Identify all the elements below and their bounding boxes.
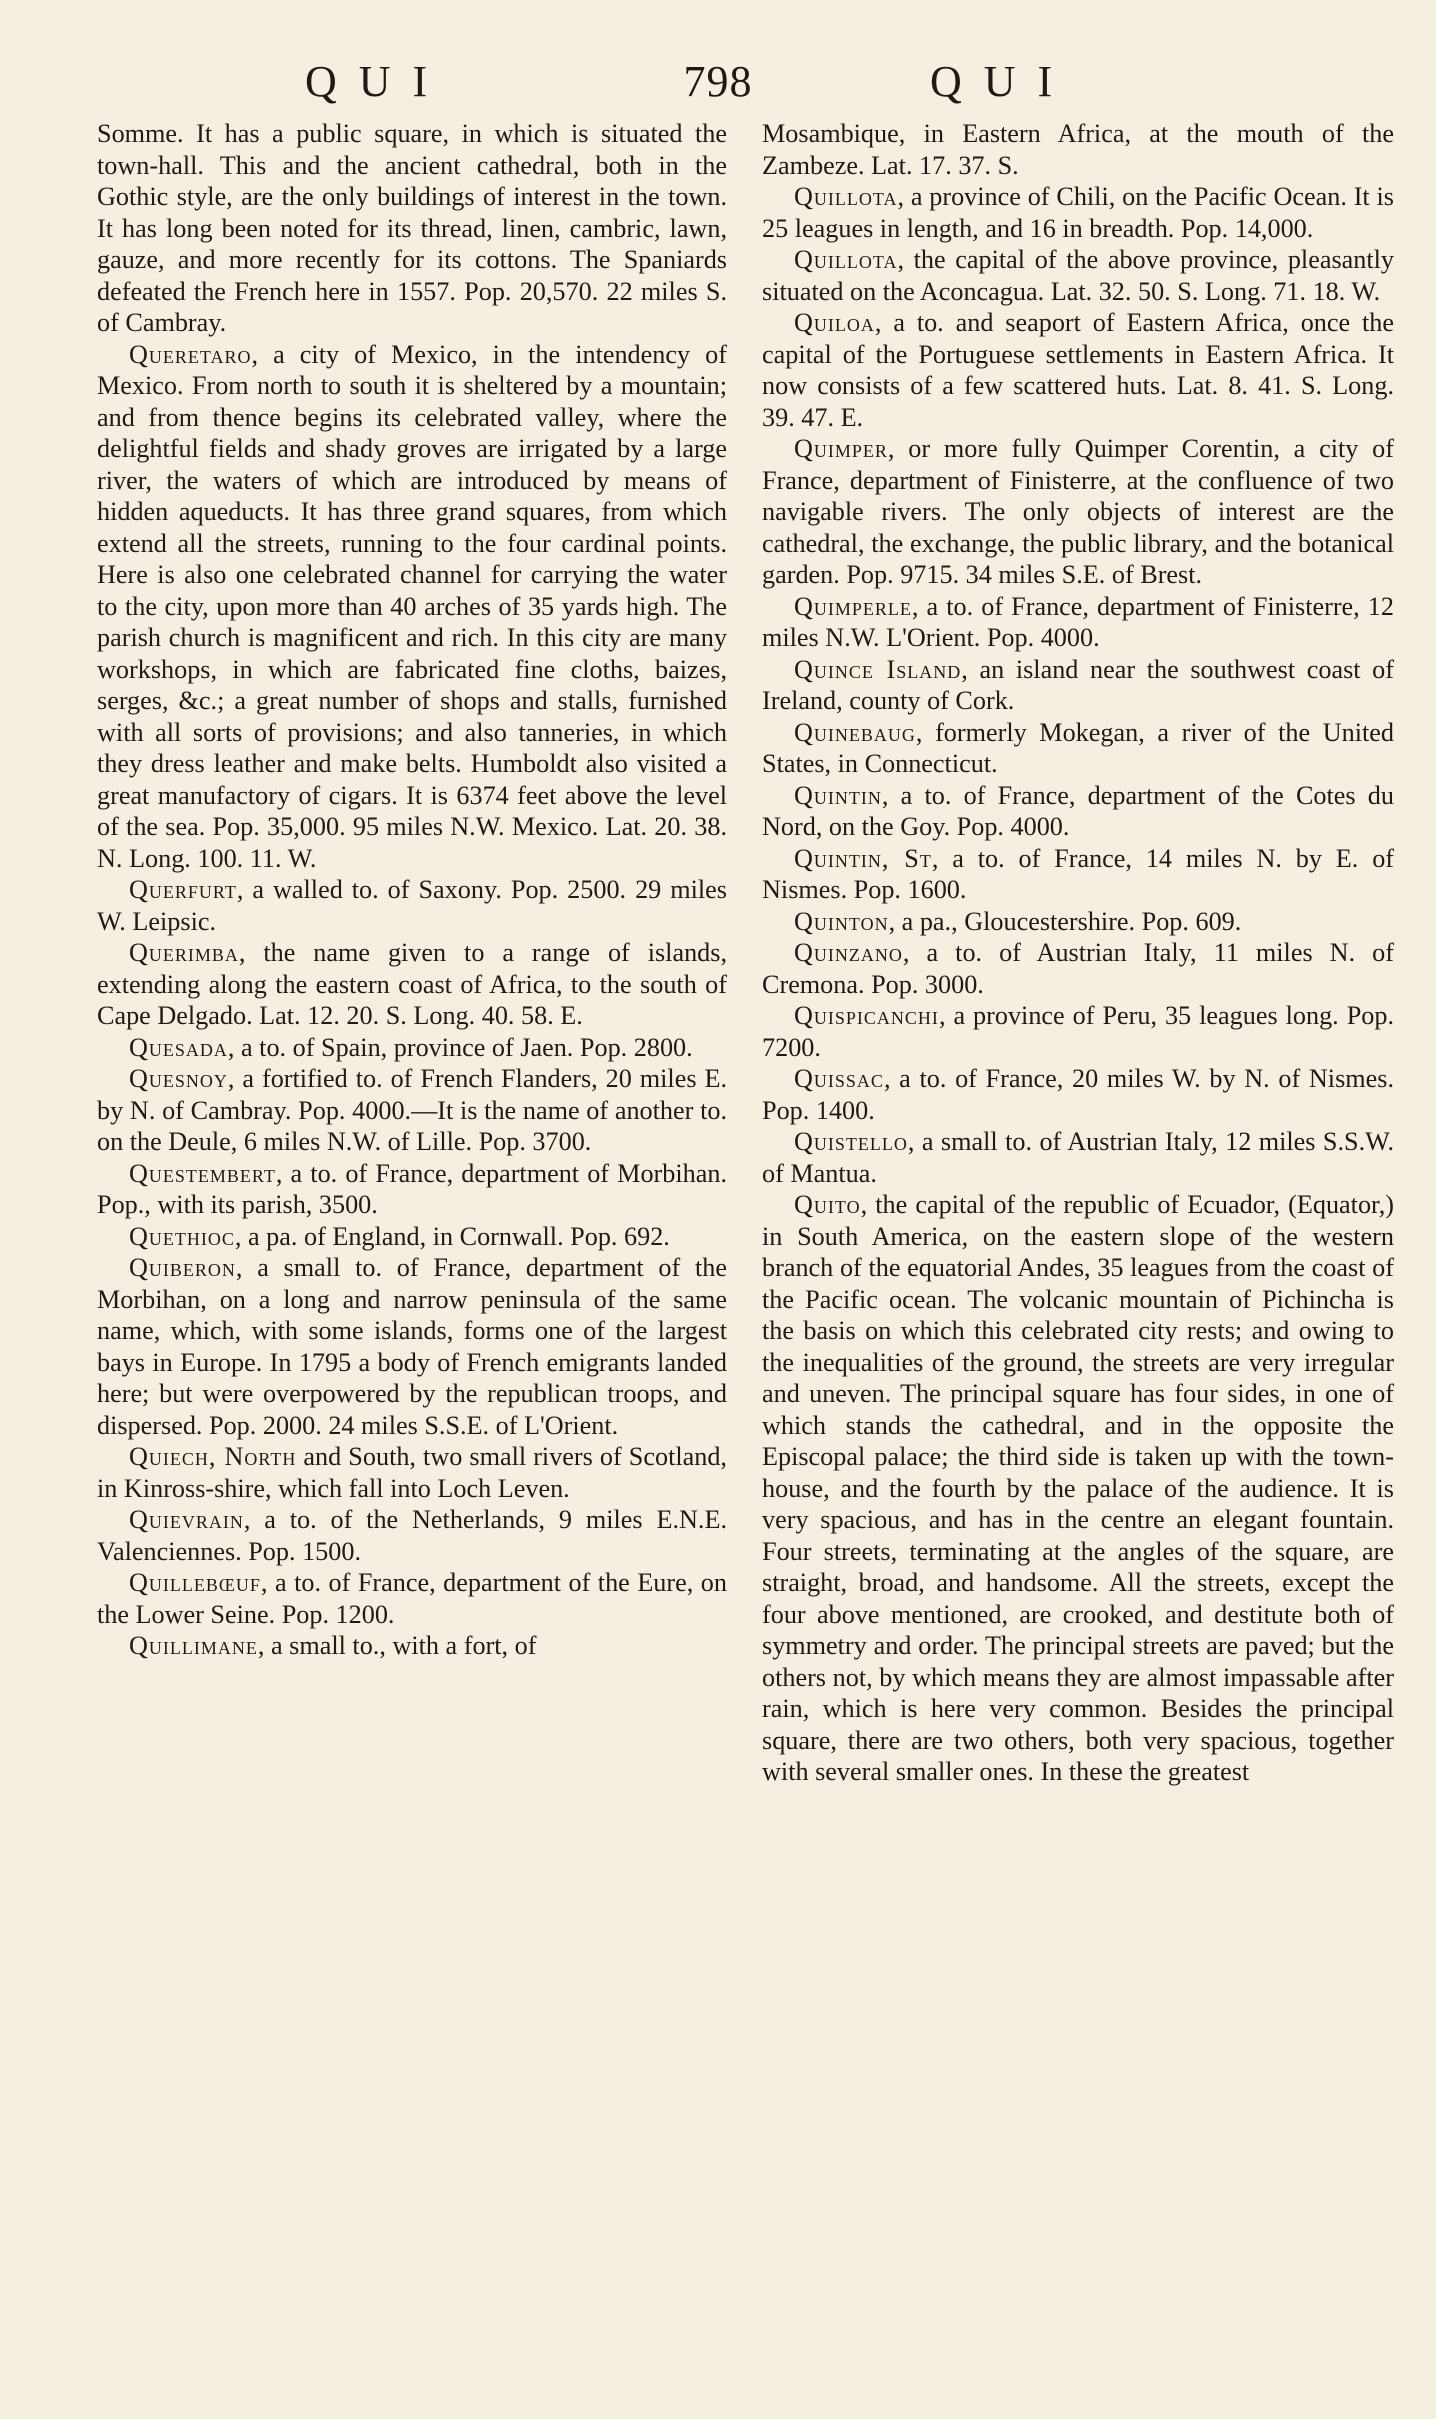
entry-headword: Quillebœuf [129,1568,261,1597]
entry-headword: Quimperle [794,591,912,621]
entry [762,1000,1394,1063]
entry-text: and South, two small rivers of Scotland, in Kinross-shire, which fall into Loch Leven. [97,1442,727,1503]
entry-text: , a small to., with a fort, of [257,1631,537,1660]
entry-text: , a small to. of Austrian Italy, 12 miles S.S.W. of Mantua. [762,1127,1394,1188]
entry-text: , a pa. of England, in Cornwall. Pop. 692. [234,1221,670,1251]
entry-text: , a to. and seaport of Eastern Africa, once the capital of the Portuguese settlements in Eastern Africa. It now consists of a few scattered huts. Lat. 8. 41. S. Long. 39. 47. E. [762,308,1394,432]
entry-headword: Quistello [794,1127,908,1156]
entry [97,118,727,339]
entry-text: Mosambique, in Eastern Africa, at the mouth of the Zambeze. Lat. 17. 37. S. [762,119,1394,180]
entry [97,1221,727,1253]
entry [762,906,1394,938]
entry-headword: Quinton [794,906,889,936]
entry [762,244,1394,307]
entry-text: , a to. of Spain, province of Jaen. Pop. 2800. [227,1032,693,1062]
entry-headword: Quesnoy [129,1064,228,1093]
entry [97,874,727,937]
entry [762,433,1394,591]
entry-headword: Quillimane [129,1631,258,1660]
entry [762,118,1394,181]
entry-text: , formerly Mokegan, a river of the United States, in Connecticut. [762,717,1394,778]
entry-text: Somme. It has a public square, in which is situated the town-hall. This and the ancient cathedral, both in the Gothic style, are the only buildings of interest in the town. It has long been noted for its thread, linen, cambric, lawn, gauze, and more recently for its cottons. The Spaniards defeated the French here in 1557. Pop. 20,570. 22 miles S. of Cambray. [97,119,727,337]
entry [762,717,1394,780]
entry-headword: Quinebaug [794,717,916,747]
entry-text: , a province of Chili, on the Pacific Ocean. It is 25 leagues in length, and 16 in breadth. Pop. 14,000. [762,182,1394,243]
entry-text: , a to. of France, department of the Eure, on the Lower Seine. Pop. 1200. [97,1568,727,1629]
entry-text: , a pa., Gloucestershire. Pop. 609. [888,906,1242,936]
entry [97,1567,727,1630]
entry-text: , or more fully Quimper Corentin, a city of France, department of Finisterre, at the confluence of two navigable rivers. The only objects of interest are the cathedral, the exchange, the public library, and the botanical garden. Pop. 9715. 34 miles S.E. of Brest. [762,434,1394,589]
entry [97,1158,727,1221]
entry [97,1252,727,1441]
entry-text: , a to. of France, department of the Cotes du Nord, on the Goy. Pop. 4000. [762,780,1394,841]
entry [97,339,727,875]
entry-text: , a to. of France, department of Morbihan. Pop., with its parish, 3500. [97,1158,727,1219]
entry-headword: Quinzano [794,938,903,967]
left-column [97,118,727,1662]
entry [762,780,1394,843]
entry-text: , a province of Peru, 35 leagues long. Pop. 7200. [762,1001,1394,1062]
entry-text: , a small to. of France, department of the Morbihan, on a long and narrow peninsula of the same name, which, with some islands, forms one of the largest bays in Europe. In 1795 a body of French emigrants landed here; but were overpowered by the republican troops, and dispersed. Pop. 2000. 24 miles S.S.E. of L'Orient. [97,1253,727,1440]
entry-text: , a to. of the Netherlands, 9 miles E.N.E. Valenciennes. Pop. 1500. [97,1505,727,1566]
entry-text: , the name given to a range of islands, extending along the eastern coast of Africa, to the south of Cape Delgado. Lat. 12. 20. S. Long. 40. 58. E. [97,938,727,1030]
entry-text: , a to. of France, 14 miles N. by E. of Nismes. Pop. 1600. [762,843,1395,904]
entry-text: , a walled to. of Saxony. Pop. 2500. 29 miles W. Leipsic. [97,875,727,936]
entry-headword: Quispicanchi [794,1001,939,1030]
entry-text: , the capital of the above province, pleasantly situated on the Aconcagua. Lat. 32. 50. S. Long. 71. 18. W. [762,245,1394,306]
entry-headword: Quissac [794,1064,884,1093]
entry [97,1063,727,1158]
entry-headword: Quiech, North [129,1442,297,1471]
entry [762,181,1394,244]
entry [762,591,1394,654]
entry-text: , a to. of Austrian Italy, 11 miles N. of Cremona. Pop. 3000. [762,938,1394,999]
entry-text: , a fortified to. of French Flanders, 20 miles E. by N. of Cambray. Pop. 4000.—It is the name of another to. on the Deule, 6 miles N.W. of Lille. Pop. 3700. [97,1064,727,1156]
entry-headword: Querimba [129,938,239,967]
entry-headword: Quince Island [794,654,962,684]
entry-headword: Querfurt [129,875,237,904]
entry [762,307,1394,433]
entry-headword: Quiberon [129,1253,236,1282]
running-head-left: QUI [305,57,450,106]
entry-headword: Quintin, St [794,843,932,873]
entry-text: , the capital of the republic of Ecuador, (Equator,) in South America, on the eastern slope of the western branch of the equatorial Andes, 35 leagues from the coast of the Pacific ocean. The volcanic mountain of Pichincha is the basis on which this celebrated city rests; and owing to the inequalities of the ground, the streets are very irregular and uneven. The principal square has four sides, in one of which stands the cathedral, and in the opposite the Episcopal palace; the third side is taken up with the town-house, and the fourth by the palace of the audience. It is very spacious, and has in the centre an elegant fountain. Four streets, terminating at the angles of the square, are straight, broad, and handsome. All the streets, except the four above mentioned, are crooked, and destitute both of symmetry and order. The principal streets are paved; but the others not, by which means they are almost impassable after rain, which is here very common. Besides the principal square, there are two others, both very spacious, together with several smaller ones. In these the greatest [762,1190,1394,1786]
entry-headword: Quintin [794,780,882,810]
running-head [0,52,1436,112]
entry-headword: Quillota [794,245,898,274]
entry-headword: Quievrain [129,1505,244,1534]
entry-headword: Questembert [129,1158,276,1188]
right-column [762,118,1394,1788]
entry-headword: Quiloa [794,308,875,337]
entry-headword: Quimper [794,434,888,463]
entry-headword: Quesada [129,1032,228,1062]
entry [97,1441,727,1504]
entry [97,1032,727,1064]
entry-headword: Queretaro [129,339,252,369]
entry [762,843,1394,906]
entry [762,937,1394,1000]
entry-text: , a city of Mexico, in the intendency of Mexico. From north to south it is sheltered by a mountain; and from thence begins its celebrated valley, where the delightful fields and shady groves are irrigated by a large river, the waters of which are introduced by means of hidden aqueducts. It has three grand squares, from which extend all the streets, running to the four cardinal points. Here is also one celebrated channel for carrying the water to the city, upon more than 40 arches of 35 yards high. The parish church is magnificent and rich. In this city are many workshops, in which are fabricated fine cloths, baizes, serges, &c.; a great number of shops and stalls, furnished with all sorts of provisions; and also tanneries, in which they dress leather and make belts. Humboldt also visited a great manufactory of cigars. It is 6374 feet above the level of the sea. Pop. 35,000. 95 miles N.W. Mexico. Lat. 20. 38. N. Long. 100. 11. W. [97,339,727,873]
running-head-right: QUI [930,57,1075,106]
entry [97,1630,727,1662]
entry [762,1189,1394,1788]
entry-headword: Quillota [794,182,898,211]
entry-headword: Quito [794,1190,861,1219]
entry [762,1063,1394,1126]
entry [762,1126,1394,1189]
page-number: 798 [683,57,753,106]
entry [97,937,727,1032]
entry [762,654,1394,717]
entry-text: , a to. of France, department of Finisterre, 12 miles N.W. L'Orient. Pop. 4000. [762,591,1394,652]
entry [97,1504,727,1567]
entry-text: , a to. of France, 20 miles W. by N. of Nismes. Pop. 1400. [762,1064,1394,1125]
entry-text: , an island near the southwest coast of Ireland, county of Cork. [762,654,1394,715]
entry-headword: Quethioc [129,1221,235,1251]
